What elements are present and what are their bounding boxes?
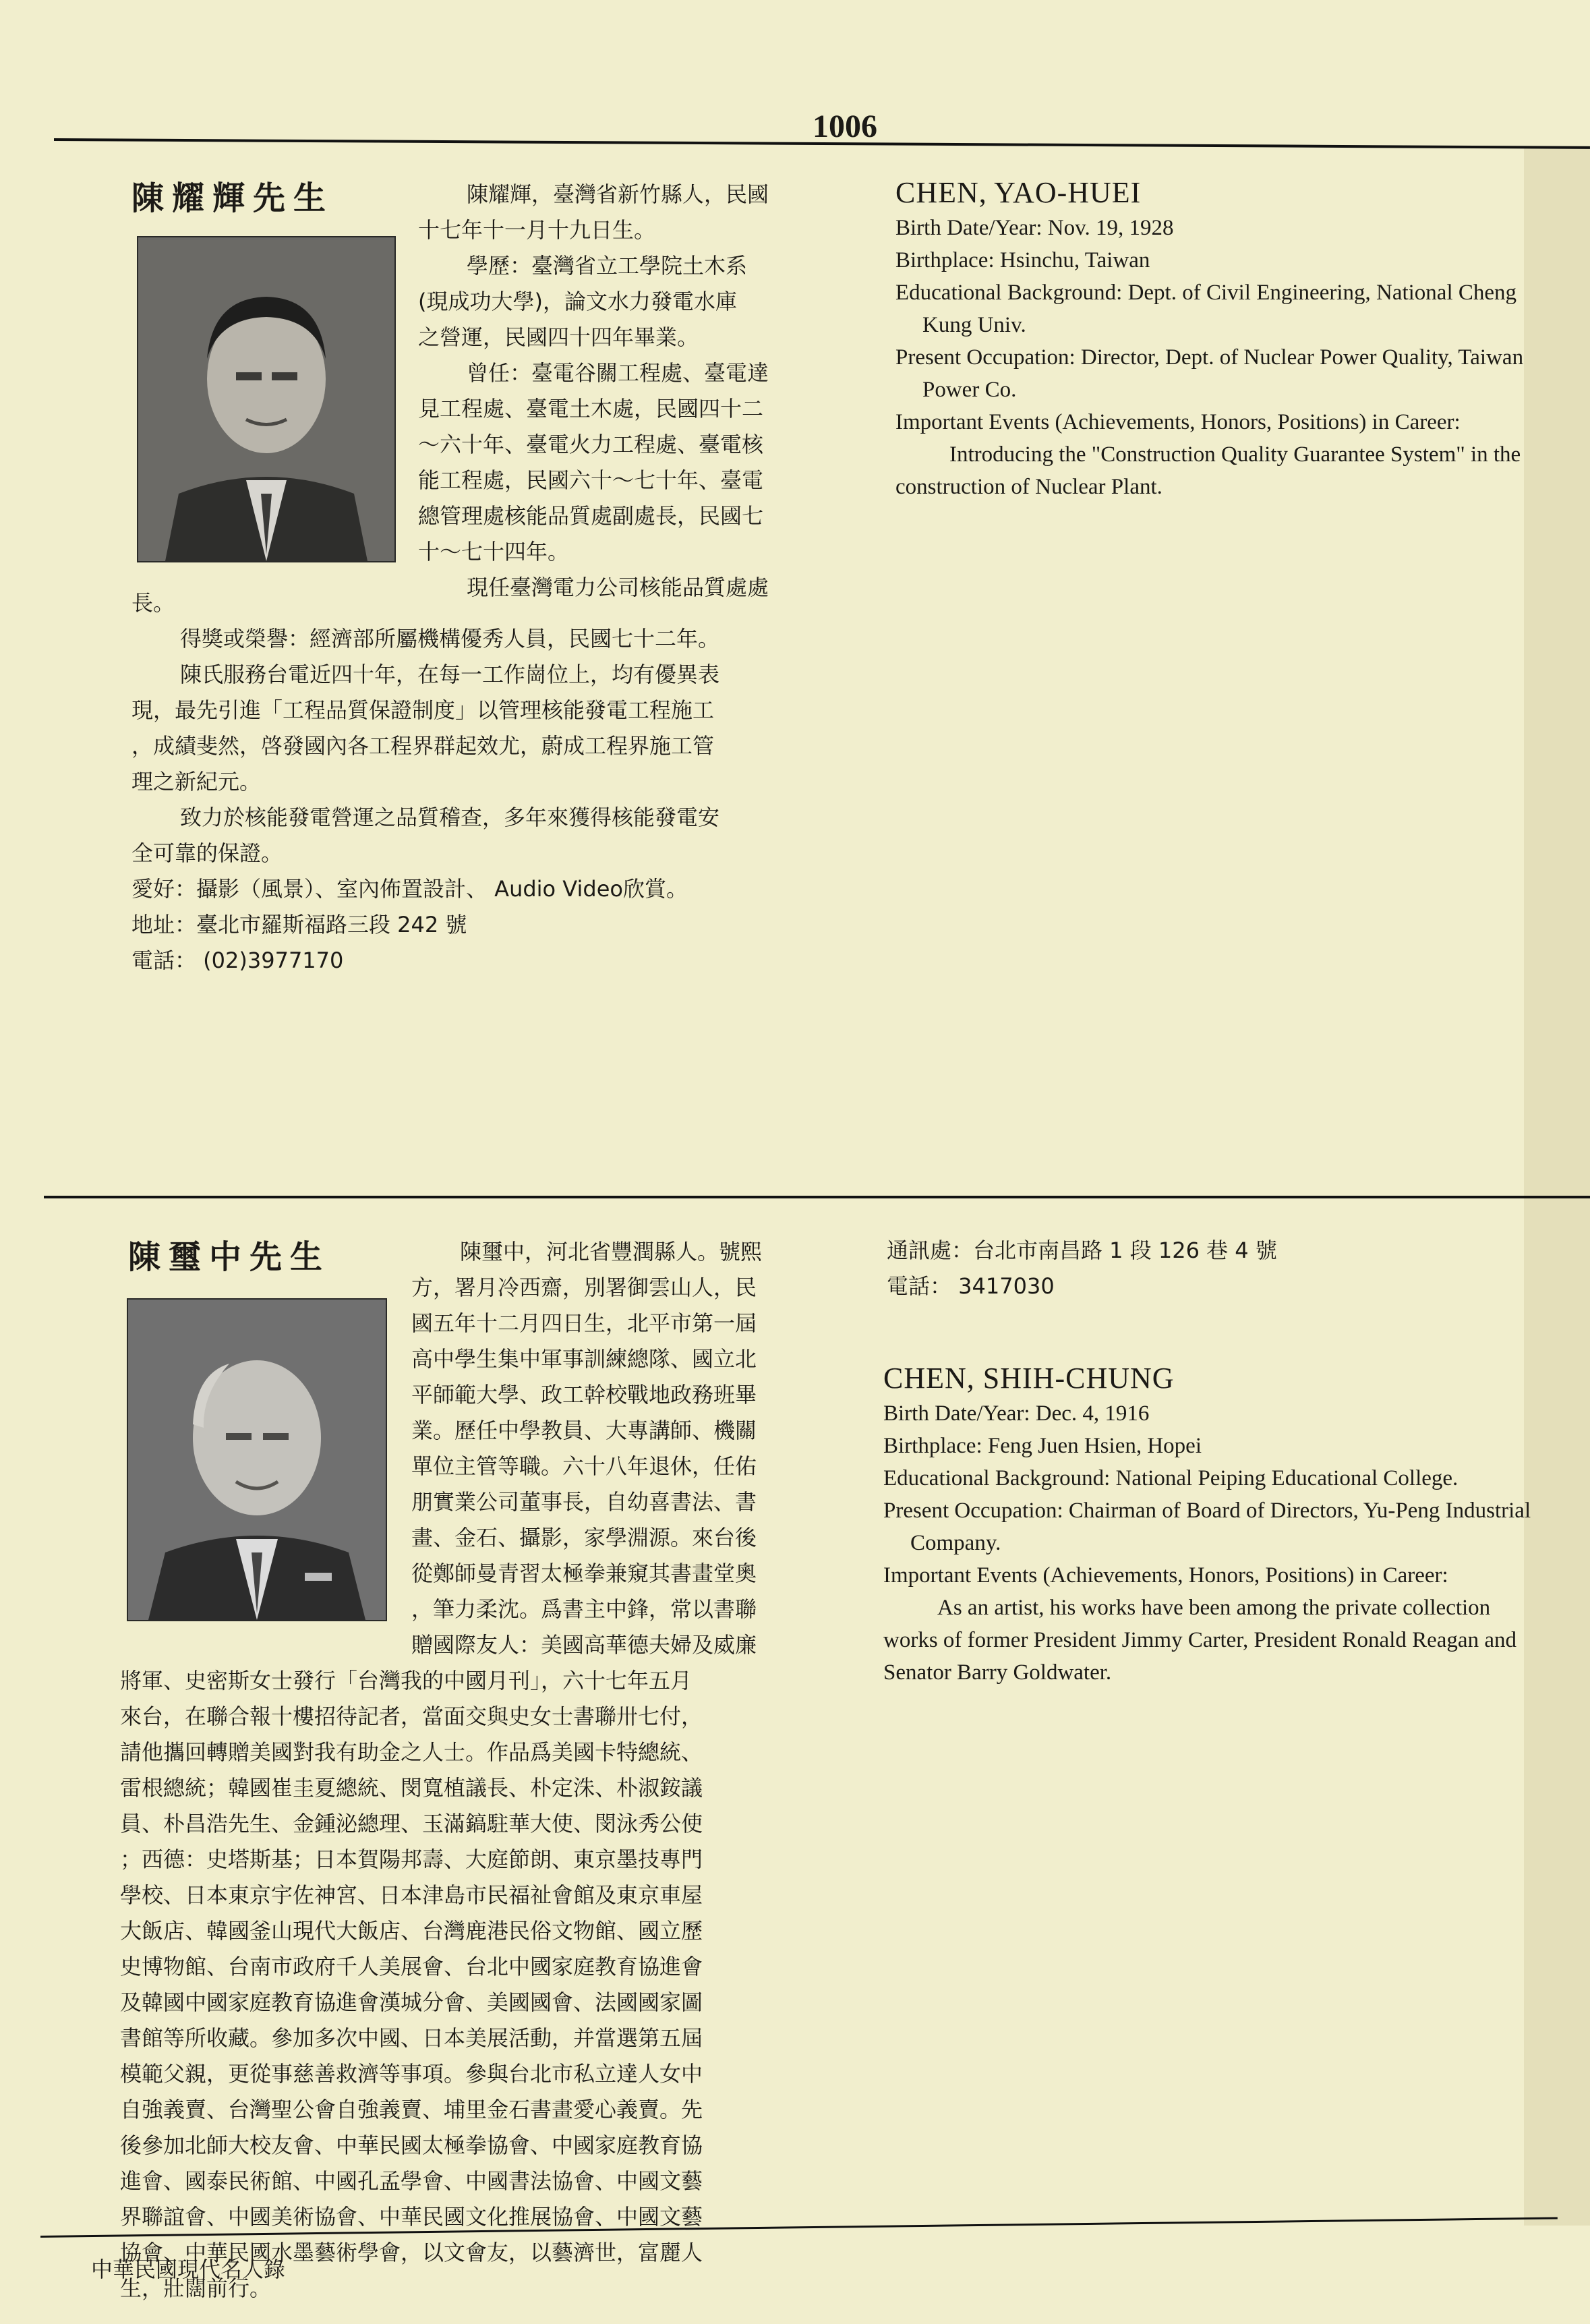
bio-line: 史博物館、台南市政府千人美展會、台北中國家庭教育協進會 <box>120 1954 703 1979</box>
bio-line: 見工程處、臺電土木處，民國四十二 <box>418 396 764 422</box>
bio-line: 大飯店、韓國釜山現代大飯店、台灣鹿港民俗文物館、國立歷 <box>120 1918 703 1944</box>
bio-line: 將軍、史密斯女士發行「台灣我的中國月刊」，六十七年五月 <box>120 1668 693 1693</box>
entry1-name-en: CHEN, YAO-HUEI <box>895 176 1142 209</box>
bio-line: 學校、日本東京宇佐神宮、日本津島市民福祉會館及東京車屋 <box>120 1882 703 1908</box>
bio-line: 長。 <box>131 590 175 616</box>
bio-line: Introducing the "Construction Quality Guarantee System" in the construction of Nuclear Plant. <box>895 442 1521 499</box>
bio-line: 生，壯闊前行。 <box>120 2275 272 2301</box>
bio-line: 及韓國中國家庭教育協進會漢城分會、美國國會、法國國家圖 <box>120 1989 703 2015</box>
bio-line: 協會、中華民國水墨藝術學會，以文會友，以藝濟世，富麗人 <box>120 2240 703 2265</box>
bio-line: 請他攜回轉贈美國對我有助金之人士。作品爲美國卡特總統、 <box>120 1739 703 1765</box>
entry2-bio-intro <box>411 1234 762 1663</box>
bio-line: 從鄭師曼青習太極拳兼窺其書畫堂奧 <box>411 1561 757 1586</box>
bio-line: 來台，在聯合報十樓招待記者，當面交與史女士書聯卅七付， <box>120 1704 703 1729</box>
bio-line: 陳璽中，河北省豐潤縣人。號熙 <box>460 1239 763 1265</box>
entry2-bio-body <box>120 1663 703 2306</box>
entry1-bio-intro <box>418 177 769 606</box>
bio-line: 員、朴昌浩先生、金鍾泌總理、玉滿鎬駐華大使、閔泳秀公使 <box>120 1811 703 1836</box>
bio-line: 後參加北師大校友會、中華民國太極拳協會、中國家庭教育協 <box>120 2132 703 2158</box>
portrait-icon <box>138 237 394 561</box>
bio-line: Educational Background: Dept. of Civil Engineering, National Cheng Kung Univ. <box>895 281 1517 337</box>
bio-line: 界聯誼會、中國美術協會、中華民國文化推展協會、中國文藝 <box>120 2204 703 2230</box>
bio-line: Birthplace: Hsinchu, Taiwan <box>895 248 1150 272</box>
bio-line: 十七年十一月十九日生。 <box>418 217 656 243</box>
entry2-contact <box>887 1233 1277 1304</box>
bio-line: 單位主管等職。六十八年退休，任佑 <box>411 1453 757 1479</box>
bio-line: Birth Date/Year: Nov. 19, 1928 <box>895 216 1174 240</box>
bio-line: 畫、金石、攝影，家學淵源。來台後 <box>411 1525 757 1550</box>
entry2-english-bio <box>883 1362 1548 1689</box>
entry2-portrait-photo <box>127 1298 387 1621</box>
entry1-english-bio <box>895 177 1556 503</box>
entry1-bio-body <box>131 585 719 979</box>
portrait-icon <box>128 1300 386 1620</box>
footer-title: 中華民國現代名人錄 <box>91 2257 286 2282</box>
bio-line: Important Events (Achievements, Honors, Positions) in Career: <box>883 1563 1448 1588</box>
bio-line: 致力於核能發電營運之品質稽查，多年來獲得核能發電安 <box>180 805 720 830</box>
entry-divider <box>44 1196 1590 1198</box>
bio-line: 業。歷任中學教員、大專講師、機關 <box>411 1418 757 1443</box>
bio-line: 進會、國泰民術館、中國孔孟學會、中國書法協會、中國文藝 <box>120 2168 703 2194</box>
bio-line: 雷根總統；韓國崔圭夏總統、閔寬植議長、朴定洙、朴淑銨議 <box>120 1775 703 1801</box>
bio-line: 方，署月冷西齋，別署御雲山人，民 <box>411 1275 757 1300</box>
bio-line: 現，最先引進「工程品質保證制度」以管理核能發電工程施工 <box>131 697 715 723</box>
bio-line: 之營運，民國四十四年畢業。 <box>418 324 699 350</box>
bio-line: Present Occupation: Director, Dept. of Nuclear Power Quality, Taiwan Power Co. <box>895 345 1524 402</box>
entry2-name-en: CHEN, SHIH-CHUNG <box>883 1362 1175 1395</box>
bio-line: 贈國際友人：美國高華德夫婦及威廉 <box>411 1632 757 1658</box>
bio-line: 陳氏服務台電近四十年，在每一工作崗位上，均有優異表 <box>180 662 720 687</box>
bio-line: Birth Date/Year: Dec. 4, 1916 <box>883 1401 1150 1426</box>
bio-line: 國五年十二月四日生，北平市第一屆 <box>411 1310 757 1336</box>
bio-line: 學歷：臺灣省立工學院土木系 <box>467 253 748 279</box>
bio-line: As an artist, his works have been among the private collection works of former President Jimmy Carter, President Ronald Reagan and Senator Barry Goldwater. <box>883 1596 1517 1685</box>
bio-line: ，成績斐然，啓發國內各工程界群起效尤，蔚成工程界施工管 <box>131 733 715 759</box>
bio-line: 陳耀輝，臺灣省新竹縣人，民國 <box>467 181 769 207</box>
bio-line: 曾任：臺電谷關工程處、臺電達 <box>467 360 769 386</box>
bio-line: 得獎或榮譽：經濟部所屬機構優秀人員，民國七十二年。 <box>180 626 720 651</box>
bio-line: 現任臺灣電力公司核能品質處處 <box>467 575 769 600</box>
bio-line: Important Events (Achievements, Honors, Positions) in Career: <box>895 410 1461 434</box>
bio-line: 總管理處核能品質處副處長，民國七 <box>418 503 764 529</box>
bio-line: ，筆力柔沈。爲書主中鋒，常以書聯 <box>411 1596 757 1622</box>
bio-line: Educational Background: National Peiping Educational College. <box>883 1466 1459 1490</box>
bio-line: 地址：臺北市羅斯福路三段 242 號 <box>131 912 467 937</box>
bio-line: 朋實業公司董事長，自幼喜書法、書 <box>411 1489 757 1515</box>
bio-line: 書館等所收藏。參加多次中國、日本美展活動，并當選第五屆 <box>120 2025 703 2051</box>
bio-line: Birthplace: Feng Juen Hsien, Hopei <box>883 1434 1202 1458</box>
address-line: 通訊處：台北市南昌路 1 段 126 巷 4 號 <box>887 1238 1277 1263</box>
bio-line: 電話： (02)3977170 <box>131 948 344 973</box>
bio-line: 愛好：攝影（風景）、室內佈置設計、 Audio Video欣賞。 <box>131 876 688 902</box>
bio-line: 十～七十四年。 <box>418 539 570 564</box>
bio-line: ；西德：史塔斯基；日本賀陽邦壽、大庭節朗、東京墨技專門 <box>120 1847 703 1872</box>
entry1-portrait-photo <box>137 236 396 562</box>
entry1-name-zh: 陳耀輝先生 <box>131 179 334 217</box>
entry2-name-zh: 陳璽中先生 <box>128 1238 331 1276</box>
phone-line: 電話： 3417030 <box>887 1273 1055 1299</box>
page-number: 1006 <box>813 109 877 144</box>
bio-line: Present Occupation: Chairman of Board of Directors, Yu-Peng Industrial Company. <box>883 1499 1531 1555</box>
bio-line: 自強義賣、台灣聖公會自強義賣、埔里金石書畫愛心義賣。先 <box>120 2097 703 2122</box>
bio-line: ～六十年、臺電火力工程處、臺電核 <box>418 432 764 457</box>
bio-line: 全可靠的保證。 <box>131 840 283 866</box>
bio-line: 模範父親，更從事慈善救濟等事項。參與台北市私立達人女中 <box>120 2061 703 2087</box>
bio-line: (現成功大學)，論文水力發電水庫 <box>418 289 737 314</box>
bio-line: 平師範大學、政工幹校戰地政務班畢 <box>411 1382 757 1407</box>
bio-line: 能工程處，民國六十～七十年、臺電 <box>418 467 764 493</box>
bio-line: 理之新紀元。 <box>131 769 262 794</box>
bio-line: 高中學生集中軍事訓練總隊、國立北 <box>411 1346 757 1372</box>
